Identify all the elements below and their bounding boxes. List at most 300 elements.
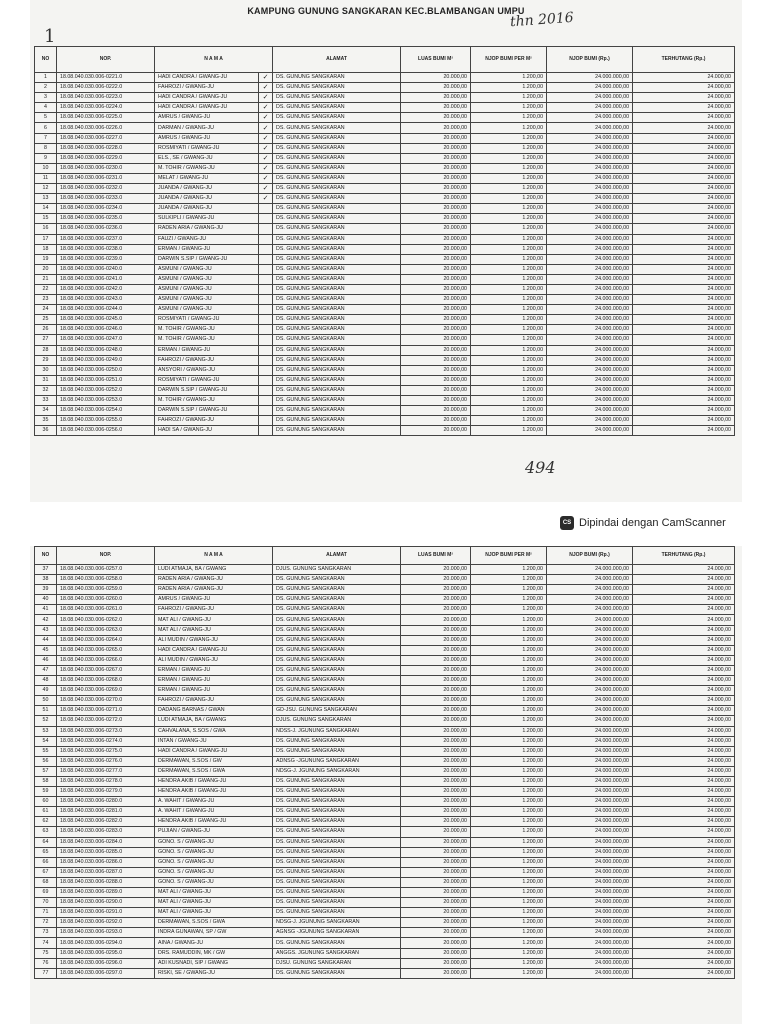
col-njop-bumi: 24.000.000,00 — [547, 958, 633, 968]
check-mark-icon — [259, 325, 273, 335]
table-row — [35, 325, 735, 335]
col-terhutang: 24.000,00 — [633, 575, 735, 585]
col-njop-per-m2: 1.200,00 — [471, 898, 547, 908]
col-luas: 20.000,00 — [401, 234, 471, 244]
col-luas: 20.000,00 — [401, 706, 471, 716]
col-no: 11 — [35, 173, 57, 183]
col-nama: DERMAWAN, S.SOS / GWA — [155, 918, 273, 928]
col-no: 60 — [35, 797, 57, 807]
col-nop: 18.08.040.030.006-0238.0 — [57, 244, 155, 254]
col-luas: 20.000,00 — [401, 888, 471, 898]
col-terhutang: 24.000,00 — [633, 585, 735, 595]
col-no: 14 — [35, 204, 57, 214]
col-njop-bumi: 24.000.000,00 — [547, 908, 633, 918]
col-nop: 18.08.040.030.006-0245.0 — [57, 315, 155, 325]
col-njop-per-m2: 1.200,00 — [471, 706, 547, 716]
table-row — [35, 958, 735, 968]
table-row — [35, 696, 735, 706]
col-nama: CAHVALANA, S.SOS / GWA — [155, 726, 273, 736]
col-nama: ASMUNI / GWANG-JU — [155, 264, 259, 274]
check-mark-icon — [259, 345, 273, 355]
col-terhutang: 24.000,00 — [633, 665, 735, 675]
col-terhutang: 24.000,00 — [633, 335, 735, 345]
table-row — [35, 746, 735, 756]
check-mark-icon — [259, 264, 273, 274]
col-njop-bumi: 24.000.000,00 — [547, 173, 633, 183]
col-alamat: AGNSG -JGUNUNG SANGKARAN — [273, 928, 401, 938]
col-njop-per-m2: 1.200,00 — [471, 948, 547, 958]
col-nop: 18.08.040.030.006-0294.0 — [57, 938, 155, 948]
table-row — [35, 565, 735, 575]
table-row — [35, 284, 735, 294]
col-njop-bumi: 24.000.000,00 — [547, 857, 633, 867]
col-njop-per-m2: 1.200,00 — [471, 645, 547, 655]
col-njop-bumi: 24.000.000,00 — [547, 284, 633, 294]
col-terhutang: 24.000,00 — [633, 776, 735, 786]
col-njop-bumi: 24.000.000,00 — [547, 254, 633, 264]
col-njop-bumi: 24.000.000,00 — [547, 787, 633, 797]
col-njop-per-m2: 1.200,00 — [471, 173, 547, 183]
col-alamat: DS. GUNUNG SANGKARAN — [273, 315, 401, 325]
col-alamat: DS. GUNUNG SANGKARAN — [273, 938, 401, 948]
col-njop-bumi: 24.000.000,00 — [547, 726, 633, 736]
col-no: 48 — [35, 676, 57, 686]
col-luas: 20.000,00 — [401, 877, 471, 887]
table-row — [35, 655, 735, 665]
col-njop-per-m2: 1.200,00 — [471, 153, 547, 163]
col-nama: AINA / GWANG-JU — [155, 938, 273, 948]
col-njop-per-m2: 1.200,00 — [471, 565, 547, 575]
col-njop-per-m2: 1.200,00 — [471, 857, 547, 867]
table-row — [35, 295, 735, 305]
tax-table-part-1 — [34, 46, 735, 436]
col-no: 46 — [35, 655, 57, 665]
table-row — [35, 93, 735, 103]
col-njop-bumi: 24.000.000,00 — [547, 948, 633, 958]
col-nama: INDRA GUNAWAN, SP / GW — [155, 928, 273, 938]
col-njop-bumi: 24.000.000,00 — [547, 295, 633, 305]
col-nop: 18.08.040.030.006-0276.0 — [57, 756, 155, 766]
table-row — [35, 595, 735, 605]
col-nama: ERMAN / GWANG-JU — [155, 244, 259, 254]
col-njop-per-m2: 1.200,00 — [471, 837, 547, 847]
col-no: 76 — [35, 958, 57, 968]
col-terhutang: 24.000,00 — [633, 204, 735, 214]
col-njop-per-m2: 1.200,00 — [471, 204, 547, 214]
col-njop-per-m2: 1.200,00 — [471, 968, 547, 978]
header-col-terhutang: TERHUTANG (Rp.) — [633, 47, 735, 73]
col-alamat: NDSG-J. JGUNUNG SANGKARAN — [273, 918, 401, 928]
col-nop: 18.08.040.030.006-0281.0 — [57, 807, 155, 817]
check-mark-icon — [259, 355, 273, 365]
col-njop-bumi: 24.000.000,00 — [547, 143, 633, 153]
col-alamat: DS. GUNUNG SANGKARAN — [273, 355, 401, 365]
col-nop: 18.08.040.030.006-0270.0 — [57, 696, 155, 706]
col-njop-bumi: 24.000.000,00 — [547, 385, 633, 395]
check-mark-icon: ✓ — [259, 93, 273, 103]
col-terhutang: 24.000,00 — [633, 807, 735, 817]
col-njop-bumi: 24.000.000,00 — [547, 93, 633, 103]
col-nama: HADI CANDRA / GWANG-JU — [155, 93, 259, 103]
col-nop: 18.08.040.030.006-0257.0 — [57, 565, 155, 575]
col-terhutang: 24.000,00 — [633, 857, 735, 867]
col-no: 20 — [35, 264, 57, 274]
table-row — [35, 103, 735, 113]
col-njop-per-m2: 1.200,00 — [471, 958, 547, 968]
check-mark-icon: ✓ — [259, 194, 273, 204]
col-njop-per-m2: 1.200,00 — [471, 918, 547, 928]
check-mark-icon: ✓ — [259, 173, 273, 183]
col-alamat: DS. GUNUNG SANGKARAN — [273, 615, 401, 625]
col-luas: 20.000,00 — [401, 335, 471, 345]
col-luas: 20.000,00 — [401, 284, 471, 294]
handwritten-year-note: thn 2016 — [509, 9, 575, 31]
table-row — [35, 706, 735, 716]
col-njop-bumi: 24.000.000,00 — [547, 585, 633, 595]
camscanner-label: Dipindai dengan CamScanner — [579, 517, 726, 529]
col-nop: 18.08.040.030.006-0243.0 — [57, 295, 155, 305]
col-luas: 20.000,00 — [401, 605, 471, 615]
col-luas: 20.000,00 — [401, 355, 471, 365]
col-nama: DARMAN / GWANG-JU — [155, 123, 259, 133]
col-njop-bumi: 24.000.000,00 — [547, 224, 633, 234]
col-njop-per-m2: 1.200,00 — [471, 113, 547, 123]
col-nama: MAT ALI / GWANG-JU — [155, 908, 273, 918]
col-no: 22 — [35, 284, 57, 294]
col-terhutang: 24.000,00 — [633, 426, 735, 436]
table-row — [35, 305, 735, 315]
col-luas: 20.000,00 — [401, 635, 471, 645]
col-nama: M. TOHIR / GWANG-JU — [155, 325, 259, 335]
col-luas: 20.000,00 — [401, 655, 471, 665]
col-alamat: DS. GUNUNG SANGKARAN — [273, 335, 401, 345]
col-njop-per-m2: 1.200,00 — [471, 807, 547, 817]
col-njop-bumi: 24.000.000,00 — [547, 797, 633, 807]
check-mark-icon — [259, 204, 273, 214]
col-nama: AMRUS / GWANG-JU — [155, 113, 259, 123]
col-nop: 18.08.040.030.006-0278.0 — [57, 776, 155, 786]
col-nop: 18.08.040.030.006-0273.0 — [57, 726, 155, 736]
col-no: 75 — [35, 948, 57, 958]
col-terhutang: 24.000,00 — [633, 365, 735, 375]
col-terhutang: 24.000,00 — [633, 194, 735, 204]
col-terhutang: 24.000,00 — [633, 113, 735, 123]
col-luas: 20.000,00 — [401, 83, 471, 93]
col-nama: LUDI ATMAJA, BA / GWANG — [155, 565, 273, 575]
col-alamat: DS. GUNUNG SANGKARAN — [273, 575, 401, 585]
col-luas: 20.000,00 — [401, 315, 471, 325]
col-njop-per-m2: 1.200,00 — [471, 396, 547, 406]
col-no: 3 — [35, 93, 57, 103]
col-no: 72 — [35, 918, 57, 928]
col-luas: 20.000,00 — [401, 827, 471, 837]
col-njop-bumi: 24.000.000,00 — [547, 807, 633, 817]
col-nama: JUANDA / GWANG-JU — [155, 204, 259, 214]
col-no: 2 — [35, 83, 57, 93]
table-row — [35, 335, 735, 345]
col-njop-per-m2: 1.200,00 — [471, 406, 547, 416]
col-alamat: DS. GUNUNG SANGKARAN — [273, 143, 401, 153]
col-alamat: DS. GUNUNG SANGKARAN — [273, 827, 401, 837]
col-njop-bumi: 24.000.000,00 — [547, 817, 633, 827]
col-nop: 18.08.040.030.006-0286.0 — [57, 857, 155, 867]
handwritten-count-note: 494 — [525, 458, 556, 477]
header-col-njop-per-m2: NJOP BUMI PER M² — [471, 47, 547, 73]
table-row — [35, 867, 735, 877]
col-alamat: DS. GUNUNG SANGKARAN — [273, 645, 401, 655]
col-alamat: DS. GUNUNG SANGKARAN — [273, 696, 401, 706]
check-mark-icon: ✓ — [259, 123, 273, 133]
col-terhutang: 24.000,00 — [633, 635, 735, 645]
table-row — [35, 173, 735, 183]
col-luas: 20.000,00 — [401, 645, 471, 655]
col-njop-per-m2: 1.200,00 — [471, 365, 547, 375]
col-njop-bumi: 24.000.000,00 — [547, 214, 633, 224]
col-nama: GONO. S / GWANG-JU — [155, 837, 273, 847]
col-nama: MAT ALI / GWANG-JU — [155, 888, 273, 898]
col-nama: ALI MUDIN / GWANG-JU — [155, 655, 273, 665]
table-row — [35, 837, 735, 847]
col-nop: 18.08.040.030.006-0271.0 — [57, 706, 155, 716]
col-no: 69 — [35, 888, 57, 898]
col-nama: INTAN / GWANG-JU — [155, 736, 273, 746]
col-nop: 18.08.040.030.006-0295.0 — [57, 948, 155, 958]
table-row — [35, 726, 735, 736]
col-no: 71 — [35, 908, 57, 918]
col-nop: 18.08.040.030.006-0253.0 — [57, 396, 155, 406]
col-njop-bumi: 24.000.000,00 — [547, 163, 633, 173]
col-njop-per-m2: 1.200,00 — [471, 676, 547, 686]
col-nama: HENDRA AKIB / GWANG-JU — [155, 787, 273, 797]
col-alamat: NDSS-J. JGUNUNG SANGKARAN — [273, 726, 401, 736]
col-nop: 18.08.040.030.006-0266.0 — [57, 655, 155, 665]
table-row — [35, 787, 735, 797]
col-luas: 20.000,00 — [401, 968, 471, 978]
col-luas: 20.000,00 — [401, 696, 471, 706]
col-alamat: DS. GUNUNG SANGKARAN — [273, 857, 401, 867]
col-no: 44 — [35, 635, 57, 645]
col-njop-per-m2: 1.200,00 — [471, 736, 547, 746]
table-row — [35, 847, 735, 857]
check-mark-icon — [259, 244, 273, 254]
col-no: 56 — [35, 756, 57, 766]
col-njop-bumi: 24.000.000,00 — [547, 928, 633, 938]
col-alamat: ADNSG -JGUNUNG SANGKARAN — [273, 756, 401, 766]
col-alamat: DS. GUNUNG SANGKARAN — [273, 184, 401, 194]
col-njop-per-m2: 1.200,00 — [471, 585, 547, 595]
col-nama: ANSYORI / GWANG-JU — [155, 365, 259, 375]
table-row — [35, 665, 735, 675]
check-mark-icon — [259, 234, 273, 244]
table-row — [35, 274, 735, 284]
col-njop-per-m2: 1.200,00 — [471, 284, 547, 294]
col-alamat: DS. GUNUNG SANGKARAN — [273, 776, 401, 786]
check-mark-icon: ✓ — [259, 153, 273, 163]
col-alamat: GD-JSU. GUNUNG SANGKARAN — [273, 706, 401, 716]
col-njop-per-m2: 1.200,00 — [471, 877, 547, 887]
check-mark-icon — [259, 214, 273, 224]
col-nop: 18.08.040.030.006-0250.0 — [57, 365, 155, 375]
col-no: 16 — [35, 224, 57, 234]
col-nop: 18.08.040.030.006-0254.0 — [57, 406, 155, 416]
col-njop-bumi: 24.000.000,00 — [547, 426, 633, 436]
col-luas: 20.000,00 — [401, 396, 471, 406]
col-luas: 20.000,00 — [401, 254, 471, 264]
col-luas: 20.000,00 — [401, 676, 471, 686]
col-njop-bumi: 24.000.000,00 — [547, 375, 633, 385]
table-row — [35, 315, 735, 325]
col-no: 51 — [35, 706, 57, 716]
col-nama: FAHROZI / GWANG-JU — [155, 605, 273, 615]
col-alamat: DS. GUNUNG SANGKARAN — [273, 375, 401, 385]
col-njop-bumi: 24.000.000,00 — [547, 686, 633, 696]
col-no: 4 — [35, 103, 57, 113]
col-luas: 20.000,00 — [401, 194, 471, 204]
col-luas: 20.000,00 — [401, 325, 471, 335]
col-njop-per-m2: 1.200,00 — [471, 224, 547, 234]
header-col-njop-bumi: NJOP BUMI (Rp.) — [547, 547, 633, 565]
check-mark-icon — [259, 375, 273, 385]
col-alamat: DS. GUNUNG SANGKARAN — [273, 665, 401, 675]
col-no: 43 — [35, 625, 57, 635]
col-alamat: DS. GUNUNG SANGKARAN — [273, 908, 401, 918]
col-njop-bumi: 24.000.000,00 — [547, 655, 633, 665]
table-row — [35, 214, 735, 224]
check-mark-icon: ✓ — [259, 103, 273, 113]
col-alamat: DS. GUNUNG SANGKARAN — [273, 877, 401, 887]
check-mark-icon — [259, 385, 273, 395]
col-njop-bumi: 24.000.000,00 — [547, 645, 633, 655]
table-row — [35, 918, 735, 928]
col-terhutang: 24.000,00 — [633, 103, 735, 113]
col-nama: FAHROZI / GWANG-JU — [155, 83, 259, 93]
col-njop-per-m2: 1.200,00 — [471, 756, 547, 766]
check-mark-icon: ✓ — [259, 73, 273, 83]
col-nama: M. TOHIR / GWANG-JU — [155, 163, 259, 173]
check-mark-icon — [259, 426, 273, 436]
col-nop: 18.08.040.030.006-0240.0 — [57, 264, 155, 274]
col-nop: 18.08.040.030.006-0234.0 — [57, 204, 155, 214]
col-njop-per-m2: 1.200,00 — [471, 133, 547, 143]
col-nop: 18.08.040.030.006-0233.0 — [57, 194, 155, 204]
col-njop-bumi: 24.000.000,00 — [547, 133, 633, 143]
camscanner-logo-icon: CS — [560, 516, 574, 530]
col-terhutang: 24.000,00 — [633, 565, 735, 575]
table-row — [35, 877, 735, 887]
col-njop-bumi: 24.000.000,00 — [547, 847, 633, 857]
col-njop-per-m2: 1.200,00 — [471, 123, 547, 133]
col-nop: 18.08.040.030.006-0272.0 — [57, 716, 155, 726]
col-njop-per-m2: 1.200,00 — [471, 244, 547, 254]
col-terhutang: 24.000,00 — [633, 274, 735, 284]
table-row — [35, 908, 735, 918]
table-row — [35, 355, 735, 365]
col-nop: 18.08.040.030.006-0268.0 — [57, 676, 155, 686]
col-njop-bumi: 24.000.000,00 — [547, 605, 633, 615]
col-luas: 20.000,00 — [401, 184, 471, 194]
col-no: 57 — [35, 766, 57, 776]
col-no: 61 — [35, 807, 57, 817]
col-nop: 18.08.040.030.006-0232.0 — [57, 184, 155, 194]
col-luas: 20.000,00 — [401, 746, 471, 756]
col-terhutang: 24.000,00 — [633, 315, 735, 325]
col-njop-per-m2: 1.200,00 — [471, 375, 547, 385]
col-nama: ADI KUSNADI, SIP / GWANG — [155, 958, 273, 968]
col-luas: 20.000,00 — [401, 716, 471, 726]
col-alamat: DJUS. GUNUNG SANGKARAN — [273, 565, 401, 575]
col-no: 5 — [35, 113, 57, 123]
col-alamat: DS. GUNUNG SANGKARAN — [273, 163, 401, 173]
table-row — [35, 948, 735, 958]
col-nama: DARWIN S.SIP / GWANG-JU — [155, 406, 259, 416]
col-luas: 20.000,00 — [401, 766, 471, 776]
col-njop-bumi: 24.000.000,00 — [547, 676, 633, 686]
col-nop: 18.08.040.030.006-0267.0 — [57, 665, 155, 675]
col-nama: ERMAN / GWANG-JU — [155, 345, 259, 355]
col-nop: 18.08.040.030.006-0237.0 — [57, 234, 155, 244]
col-njop-per-m2: 1.200,00 — [471, 625, 547, 635]
col-terhutang: 24.000,00 — [633, 756, 735, 766]
col-terhutang: 24.000,00 — [633, 184, 735, 194]
col-njop-bumi: 24.000.000,00 — [547, 888, 633, 898]
col-alamat: DS. GUNUNG SANGKARAN — [273, 898, 401, 908]
col-nama: MAT ALI / GWANG-JU — [155, 898, 273, 908]
table-row — [35, 375, 735, 385]
col-terhutang: 24.000,00 — [633, 153, 735, 163]
col-njop-bumi: 24.000.000,00 — [547, 184, 633, 194]
col-njop-bumi: 24.000.000,00 — [547, 918, 633, 928]
col-no: 49 — [35, 686, 57, 696]
col-nop: 18.08.040.030.006-0287.0 — [57, 867, 155, 877]
col-terhutang: 24.000,00 — [633, 264, 735, 274]
table-row — [35, 938, 735, 948]
col-no: 26 — [35, 325, 57, 335]
col-no: 32 — [35, 385, 57, 395]
table-row — [35, 676, 735, 686]
col-njop-bumi: 24.000.000,00 — [547, 898, 633, 908]
col-terhutang: 24.000,00 — [633, 726, 735, 736]
col-no: 58 — [35, 776, 57, 786]
col-nop: 18.08.040.030.006-0242.0 — [57, 284, 155, 294]
check-mark-icon — [259, 284, 273, 294]
col-njop-bumi: 24.000.000,00 — [547, 113, 633, 123]
col-alamat: DS. GUNUNG SANGKARAN — [273, 787, 401, 797]
table-row — [35, 575, 735, 585]
table-row — [35, 797, 735, 807]
col-njop-per-m2: 1.200,00 — [471, 426, 547, 436]
check-mark-icon — [259, 365, 273, 375]
col-terhutang: 24.000,00 — [633, 396, 735, 406]
col-njop-bumi: 24.000.000,00 — [547, 776, 633, 786]
col-njop-bumi: 24.000.000,00 — [547, 938, 633, 948]
col-njop-bumi: 24.000.000,00 — [547, 575, 633, 585]
col-nama: ASMUNI / GWANG-JU — [155, 305, 259, 315]
col-nama: GONO. S / GWANG-JU — [155, 877, 273, 887]
col-nama: AMRUS / GWANG-JU — [155, 133, 259, 143]
col-no: 31 — [35, 375, 57, 385]
col-no: 59 — [35, 787, 57, 797]
col-no: 40 — [35, 595, 57, 605]
col-nama: ERMAN / GWANG-JU — [155, 665, 273, 675]
table-row — [35, 766, 735, 776]
col-no: 10 — [35, 163, 57, 173]
col-terhutang: 24.000,00 — [633, 123, 735, 133]
col-njop-bumi: 24.000.000,00 — [547, 123, 633, 133]
col-luas: 20.000,00 — [401, 416, 471, 426]
col-nama: ASMUNI / GWANG-JU — [155, 274, 259, 284]
col-luas: 20.000,00 — [401, 686, 471, 696]
col-alamat: DS. GUNUNG SANGKARAN — [273, 746, 401, 756]
